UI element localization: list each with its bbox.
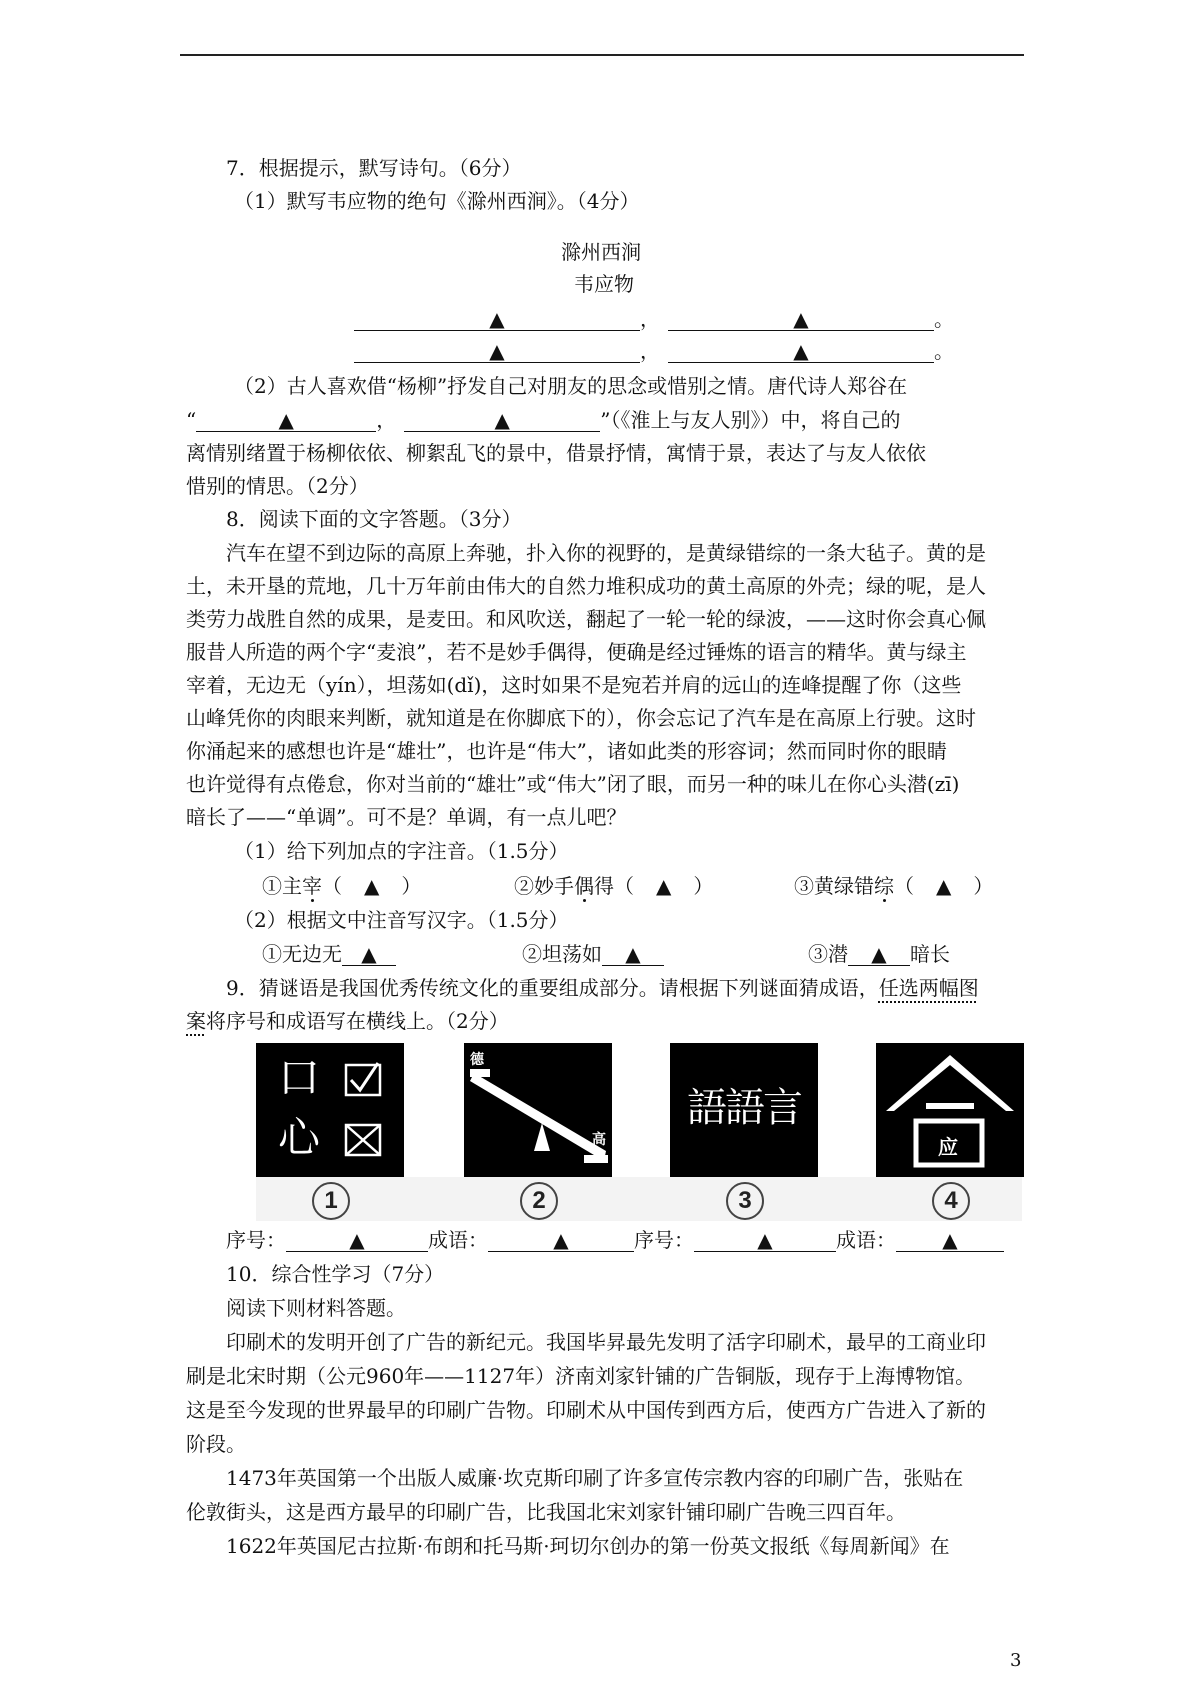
answer-blank[interactable] <box>848 943 910 966</box>
riddle-3-text: 語語言 <box>687 1085 801 1131</box>
triangle-icon: ▲ <box>793 339 809 363</box>
picture-number-4: 4 <box>932 1182 970 1220</box>
triangle-icon: ▲ <box>361 942 377 966</box>
answer-blank[interactable] <box>488 1229 634 1252</box>
triangle-icon: ▲ <box>625 942 641 966</box>
passage-line: 土，未开垦的荒地，几十万年前由伟大的自然力堆积成功的黄土高原的外壳；绿的呢，是人 <box>186 574 986 598</box>
material-line: 1473年英国第一个出版人威廉·坎克斯印刷了许多宣传宗教内容的印刷广告，张贴在 <box>226 1466 964 1490</box>
q7-sub2-line4: 惜别的情思。（2分） <box>186 474 369 498</box>
q8-item-3: ③黄绿错综（ ▲ ） <box>794 874 994 898</box>
q8-sub1: （1）给下列加点的字注音。（1.5分） <box>234 839 569 863</box>
answer-blank[interactable] <box>286 1229 428 1252</box>
q9-answer-line: 序号： ▲ 成语： ▲ 序号： ▲ 成语： ▲ <box>226 1226 1004 1254</box>
q9-line2: 案将序号和成语写在横线上。（2分） <box>186 1009 509 1033</box>
passage-line: 宰着，无边无（yín），坦荡如(dǐ)，这时如果不是宛若并肩的远山的连峰提醒了你（这些 <box>186 673 962 697</box>
check-cross-icons <box>256 1043 404 1177</box>
seesaw-icon <box>464 1043 612 1177</box>
picture-number-1: 1 <box>312 1182 350 1220</box>
triangle-icon[interactable]: ▲ <box>656 874 672 898</box>
answer-blank[interactable] <box>694 1229 836 1252</box>
answer-blank[interactable] <box>354 308 640 331</box>
material-line: 印刷术的发明开创了广告的新纪元。我国毕昇最先发明了活字印刷术，最早的工商业印 <box>226 1330 986 1354</box>
answer-blank[interactable] <box>196 409 376 432</box>
riddle-picture-3 <box>670 1043 818 1177</box>
triangle-icon: ▲ <box>489 307 505 331</box>
poem-author: 韦应物 <box>574 272 634 296</box>
riddle-1-top-char: 口 <box>278 1053 321 1102</box>
q8-sub2: （2）根据文中注音写汉字。（1.5分） <box>234 908 569 932</box>
q10-title: 10．综合性学习（7分） <box>226 1262 445 1286</box>
header-rule <box>180 54 1024 56</box>
riddle-picture-4 <box>876 1043 1024 1177</box>
answer-blank[interactable] <box>896 1229 1004 1252</box>
answer-blank[interactable] <box>404 409 600 432</box>
passage-line: 山峰凭你的肉眼来判断，就知道是在你脚底下的），你会忘记了汽车是在高原上行驶。这时 <box>186 706 976 730</box>
number-band <box>256 1177 1022 1221</box>
q9-line1: 9．猜谜语是我国优秀传统文化的重要组成部分。请根据下列谜面猜成语，任选两幅图 <box>226 976 979 1000</box>
triangle-icon: ▲ <box>349 1228 365 1252</box>
riddle-2-left-char: 德 <box>470 1052 484 1068</box>
material-line: 1622年英国尼古拉斯·布朗和托马斯·珂切尔创办的第一份英文报纸《每周新闻》在 <box>226 1534 950 1558</box>
answer-blank[interactable] <box>342 943 396 966</box>
q7-sub1: （1）默写韦应物的绝句《滁州西涧》。（4分） <box>234 189 640 213</box>
answer-blank[interactable] <box>668 340 934 363</box>
q8-title: 8．阅读下面的文字答题。（3分） <box>226 507 522 531</box>
riddle-2-right-char: 高 <box>592 1132 606 1148</box>
riddle-picture-2 <box>464 1043 612 1177</box>
passage-line: 汽车在望不到边际的高原上奔驰，扑入你的视野的，是黄绿错综的一条大毡子。黄的是 <box>226 541 986 565</box>
triangle-icon[interactable]: ▲ <box>364 874 380 898</box>
check-icon <box>351 1063 378 1090</box>
answer-blank[interactable] <box>354 340 640 363</box>
triangle-icon: ▲ <box>871 942 887 966</box>
triangle-icon[interactable]: ▲ <box>936 874 952 898</box>
q8-item-2: ②妙手偶得（ ▲ ） <box>514 874 714 898</box>
material-line: 这是至今发现的世界最早的印刷广告物。印刷术从中国传到西方后，使西方广告进入了新的 <box>186 1398 986 1422</box>
answer-blank[interactable] <box>668 308 934 331</box>
material-line: 刷是北宋时期（公元960年——1127年）济南刘家针铺的广告铜版，现存于上海博物馆。 <box>186 1364 976 1388</box>
passage-line: 你涌起来的感想也许是“雄壮”，也许是“伟大”，诸如此类的形容词；然而同时你的眼睛 <box>186 739 947 763</box>
q8-fill-3: ③潜 ▲ 暗长 <box>808 942 950 966</box>
triangle-icon: ▲ <box>494 408 510 432</box>
poem-line-2: ▲ ， ▲ 。 <box>354 337 954 365</box>
q8-fill-2: ②坦荡如 ▲ <box>522 940 664 968</box>
q8-fill-1: ①无边无 ▲ <box>262 940 396 968</box>
picture-number-2: 2 <box>520 1182 558 1220</box>
triangle-icon: ▲ <box>942 1228 958 1252</box>
passage-line: 暗长了——“单调”。可不是？单调，有一点儿吧？ <box>186 805 627 829</box>
riddle-1-bottom-char: 心 <box>278 1113 321 1162</box>
q7-title: 7．根据提示，默写诗句。（6分） <box>226 156 522 180</box>
passage-line: 服昔人所造的两个字“麦浪”，若不是妙手偶得，便确是经过锤炼的语言的精华。黄与绿主 <box>186 640 967 664</box>
answer-blank[interactable] <box>602 943 664 966</box>
q7-sub2-line1: （2）古人喜欢借“杨柳”抒发自己对朋友的思念或惜别之情。唐代诗人郑谷在 <box>234 374 908 398</box>
passage-line: 也许觉得有点倦怠，你对当前的“雄壮”或“伟大”闭了眼，而另一种的味儿在你心头潜(zī) <box>186 772 960 796</box>
emphasis-dots: 任选两幅图 <box>878 976 979 1000</box>
triangle-icon: ▲ <box>278 408 294 432</box>
triangle-icon: ▲ <box>553 1228 569 1252</box>
passage-line: 类劳力战胜自然的成果，是麦田。和风吹送，翻起了一轮一轮的绿波，——这时你会真心佩 <box>186 607 986 631</box>
riddle-picture-1 <box>256 1043 404 1177</box>
poem-line-1: ▲ ， ▲ 。 <box>354 305 954 333</box>
q8-item-1: ①主宰（ ▲ ） <box>262 874 422 898</box>
q10-intro: 阅读下则材料答题。 <box>226 1296 406 1320</box>
riddle-4-inner-char: 应 <box>938 1135 958 1159</box>
q7-sub2-line2: “ ▲ ， ▲ ”（《淮上与友人别》）中，将自己的 <box>186 408 901 432</box>
q7-sub2-line3: 离情别绪置于杨柳依依、柳絮乱飞的景中，借景抒情，寓情于景，表达了与友人依依 <box>186 441 926 465</box>
picture-number-3: 3 <box>726 1182 764 1220</box>
poem-title: 滁州西涧 <box>561 240 641 264</box>
triangle-icon: ▲ <box>757 1228 773 1252</box>
material-line: 阶段。 <box>186 1432 246 1456</box>
material-line: 伦敦街头，这是西方最早的印刷广告，比我国北宋刘家针铺印刷广告晚三四百年。 <box>186 1500 906 1524</box>
triangle-icon: ▲ <box>489 339 505 363</box>
page-number: 3 <box>1010 1650 1022 1671</box>
triangle-icon: ▲ <box>793 307 809 331</box>
